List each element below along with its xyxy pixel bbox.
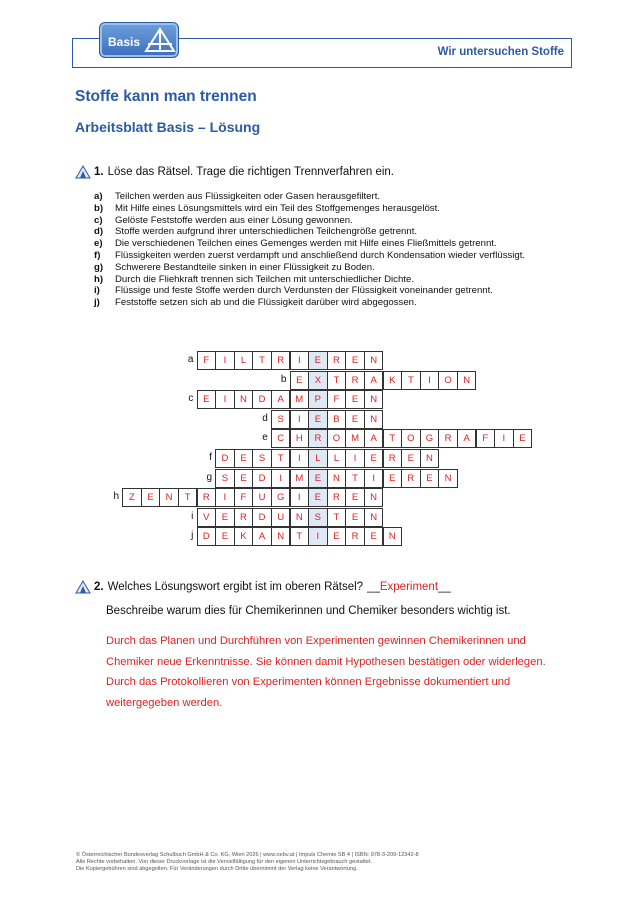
clue-text: Schwerere Bestandteile sinken in einer Flüssigkeit zu Boden. bbox=[115, 261, 375, 273]
crossword-key-cell: R bbox=[308, 429, 327, 448]
crossword-cell: R bbox=[234, 508, 253, 527]
crossword-cell: M bbox=[290, 390, 309, 409]
crossword-cell: M bbox=[290, 469, 309, 488]
crossword-cell: G bbox=[420, 429, 439, 448]
crossword-cell: U bbox=[271, 508, 290, 527]
crossword-row bbox=[272, 429, 532, 448]
crossword-cell: R bbox=[401, 469, 420, 488]
crossword-cell: D bbox=[252, 508, 271, 527]
crossword-cell: A bbox=[252, 527, 271, 546]
clue-letter: h) bbox=[94, 273, 104, 285]
crossword-cell: E bbox=[345, 508, 364, 527]
crossword-cell: V bbox=[197, 508, 216, 527]
clue-text: Stoffe werden aufgrund ihrer unterschiedlichen Teilchengröße getrennt. bbox=[115, 226, 418, 238]
clue-text: Feststoffe setzen sich ab und die Flüssigkeit darüber wird abgegossen. bbox=[115, 297, 417, 309]
clue-item bbox=[94, 297, 554, 309]
crossword-cell: E bbox=[401, 449, 420, 468]
crossword-cell: R bbox=[197, 488, 216, 507]
crossword-cell: E bbox=[345, 410, 364, 429]
clue-text: Die verschiedenen Teilchen eines Gemenges werden mit Hilfe eines Fließmittels getrennt. bbox=[115, 238, 497, 250]
crossword-key-cell: E bbox=[308, 351, 327, 370]
footer-fees: Die Kopiergebühren sind abgegolten. Für Veränderungen durch Dritte übernimmt der Verlag keine Verantwortung. bbox=[76, 866, 358, 872]
clue-text: Mit Hilfe eines Lösungsmittels wird ein Teil des Stoffgemenges herausgelöst. bbox=[115, 202, 440, 214]
crossword-row-label: j bbox=[191, 530, 194, 542]
crossword-cell: N bbox=[234, 390, 253, 409]
crossword-cell: E bbox=[215, 508, 234, 527]
task-1-number: 1. bbox=[94, 166, 104, 178]
crossword-cell: T bbox=[327, 508, 346, 527]
crossword-cell: E bbox=[364, 449, 383, 468]
crossword-cell: M bbox=[345, 429, 364, 448]
crossword-cell: E bbox=[141, 488, 160, 507]
crossword-cell: D bbox=[252, 469, 271, 488]
crossword-cell: R bbox=[271, 351, 290, 370]
crossword-key-cell: E bbox=[308, 488, 327, 507]
crossword-cell: F bbox=[234, 488, 253, 507]
crossword-row-label: h bbox=[113, 491, 119, 503]
clue-item bbox=[94, 226, 554, 238]
crossword-cell: T bbox=[290, 527, 309, 546]
crossword-cell: E bbox=[234, 469, 253, 488]
crossword-cell: N bbox=[420, 449, 439, 468]
crossword-row bbox=[197, 527, 402, 546]
crossword-row bbox=[197, 508, 383, 527]
clue-text: Teilchen werden aus Flüssigkeiten oder Gasen herausgefiltert. bbox=[115, 191, 381, 202]
crossword-cell: I bbox=[215, 390, 234, 409]
clue-item bbox=[94, 191, 554, 203]
crossword-key-cell: L bbox=[308, 449, 327, 468]
crossword-row bbox=[197, 351, 383, 370]
clue-list bbox=[94, 191, 554, 309]
crossword-row-label: f bbox=[209, 452, 212, 463]
crossword-cell: E bbox=[345, 351, 364, 370]
crossword-cell: I bbox=[290, 410, 309, 429]
crossword-key-cell: P bbox=[308, 390, 327, 409]
crossword-cell: N bbox=[364, 351, 383, 370]
clue-item bbox=[94, 238, 554, 250]
publisher-logo bbox=[99, 22, 179, 58]
crossword-cell: E bbox=[345, 488, 364, 507]
crossword-cell: C bbox=[271, 429, 290, 448]
crossword-row-label: i bbox=[191, 510, 194, 522]
crossword-cell: R bbox=[327, 488, 346, 507]
crossword-cell: T bbox=[345, 469, 364, 488]
footer-rights: Alle Rechte vorbehalten. Von dieser Druckvorlage ist die Vervielfältigung für den eigenen Unterrichtsgebrauch gestattet. bbox=[76, 859, 373, 865]
difficulty-triangle-icon bbox=[75, 580, 91, 594]
footer bbox=[76, 852, 419, 873]
crossword-cell: R bbox=[327, 351, 346, 370]
crossword-cell: A bbox=[271, 390, 290, 409]
task-2-number: 2. bbox=[94, 581, 104, 593]
crossword-cell: F bbox=[197, 351, 216, 370]
solution-word: Experiment bbox=[379, 581, 439, 593]
crossword-cell: N bbox=[364, 488, 383, 507]
crossword-cell: I bbox=[420, 371, 439, 390]
clue-text: Flüssige und feste Stoffe werden durch Verdunsten der Flüssigkeit voneinander getrennt. bbox=[115, 285, 493, 297]
header-title: Wir untersuchen Stoffe bbox=[437, 46, 564, 58]
crossword-key-cell: E bbox=[308, 469, 327, 488]
crossword-cell: E bbox=[290, 371, 309, 390]
clue-letter: g) bbox=[94, 261, 104, 273]
crossword-cell: N bbox=[438, 469, 457, 488]
crossword-cell: R bbox=[345, 371, 364, 390]
crossword-row bbox=[216, 449, 439, 468]
crossword-cell: O bbox=[401, 429, 420, 448]
crossword-cell: O bbox=[438, 371, 457, 390]
crossword-row-label: g bbox=[206, 471, 212, 483]
crossword-row bbox=[290, 371, 476, 390]
crossword-cell: A bbox=[457, 429, 476, 448]
page-subtitle: Arbeitsblatt Basis – Lösung bbox=[75, 119, 261, 135]
crossword-cell: Z bbox=[122, 488, 141, 507]
crossword-cell: N bbox=[327, 469, 346, 488]
crossword-cell: F bbox=[327, 390, 346, 409]
task-1-heading bbox=[75, 165, 394, 179]
crossword-cell: T bbox=[327, 371, 346, 390]
crossword-cell: K bbox=[234, 527, 253, 546]
crossword-cell: D bbox=[197, 527, 216, 546]
crossword-cell: T bbox=[178, 488, 197, 507]
crossword-cell: R bbox=[383, 449, 402, 468]
clue-letter: j) bbox=[94, 297, 100, 309]
crossword-cell: N bbox=[159, 488, 178, 507]
crossword-cell: E bbox=[327, 527, 346, 546]
clue-text: Gelöste Feststoffe werden aus einer Lösung gewonnen. bbox=[115, 214, 353, 226]
crossword-cell: H bbox=[290, 429, 309, 448]
crossword-cell: S bbox=[215, 469, 234, 488]
answer-blank-prefix: __ bbox=[367, 581, 380, 593]
crossword-cell: N bbox=[271, 527, 290, 546]
task-1-instruction: Löse das Rätsel. Trage die richtigen Trennverfahren ein. bbox=[107, 166, 394, 178]
crossword-cell: N bbox=[383, 527, 402, 546]
clue-item bbox=[94, 203, 554, 215]
difficulty-triangle-icon bbox=[75, 165, 91, 179]
crossword-cell: A bbox=[364, 429, 383, 448]
crossword-row bbox=[216, 469, 458, 488]
crossword-cell: I bbox=[494, 429, 513, 448]
task-2-answer-text: Durch das Planen und Durchführen von Experimenten gewinnen Chemikerinnen und Chemiker neue Erkenntnisse. Sie können damit Hypothesen bestätigen oder widerlegen. Durch das Protokollieren von Experimenten können Ergebnisse dokumentiert und weitergegeben werden. bbox=[106, 635, 546, 709]
clue-text: Flüssigkeiten werden zuerst verdampft und anschließend durch Kondensation wieder verflüssigt. bbox=[115, 249, 526, 261]
crossword-cell: E bbox=[345, 390, 364, 409]
clue-letter: d) bbox=[94, 226, 104, 238]
crossword-cell: E bbox=[197, 390, 216, 409]
crossword-cell: N bbox=[364, 390, 383, 409]
triangle-logo-icon bbox=[144, 27, 176, 53]
crossword-row-label: c bbox=[188, 393, 194, 405]
crossword-cell: E bbox=[383, 469, 402, 488]
logo-text: Basis bbox=[108, 35, 141, 49]
clue-letter: a) bbox=[94, 191, 103, 202]
crossword-cell: D bbox=[252, 390, 271, 409]
task-2-question: Welches Lösungswort ergibt ist im oberen Rätsel? bbox=[107, 581, 364, 593]
clue-text: Durch die Fliehkraft trennen sich Teilchen mit unterschiedlicher Dichte. bbox=[115, 273, 414, 285]
crossword-cell: L bbox=[327, 449, 346, 468]
page-title: Stoffe kann man trennen bbox=[75, 88, 257, 105]
crossword-row bbox=[123, 488, 383, 507]
crossword-key-cell: E bbox=[308, 410, 327, 429]
crossword-cell: I bbox=[290, 488, 309, 507]
answer-blank-suffix: __ bbox=[438, 581, 451, 593]
crossword-row-label: e bbox=[262, 432, 268, 444]
crossword-cell: U bbox=[252, 488, 271, 507]
crossword-cell: E bbox=[215, 527, 234, 546]
task-2-heading bbox=[75, 580, 451, 594]
crossword-cell: I bbox=[215, 488, 234, 507]
crossword-cell: N bbox=[290, 508, 309, 527]
crossword-cell: T bbox=[271, 449, 290, 468]
crossword-cell: N bbox=[364, 410, 383, 429]
crossword-cell: I bbox=[345, 449, 364, 468]
crossword-key-cell: X bbox=[308, 371, 327, 390]
crossword-cell: R bbox=[438, 429, 457, 448]
crossword-cell: S bbox=[271, 410, 290, 429]
crossword-cell: S bbox=[252, 449, 271, 468]
crossword-cell: T bbox=[383, 429, 402, 448]
clue-item bbox=[94, 250, 554, 262]
clue-letter: i) bbox=[94, 285, 100, 297]
crossword-cell: I bbox=[215, 351, 234, 370]
crossword-cell: N bbox=[364, 508, 383, 527]
task-2-instruction: Beschreibe warum dies für Chemikerinnen und Chemiker besonders wichtig ist. bbox=[106, 605, 511, 617]
crossword-cell: O bbox=[327, 429, 346, 448]
clue-item bbox=[94, 262, 554, 274]
crossword-cell: E bbox=[420, 469, 439, 488]
crossword-row-label: a bbox=[187, 354, 194, 365]
crossword-cell: L bbox=[234, 351, 253, 370]
clue-letter: e) bbox=[94, 238, 103, 250]
clue-letter: f) bbox=[94, 249, 101, 261]
crossword-cell: E bbox=[513, 429, 532, 448]
crossword-cell: A bbox=[364, 371, 383, 390]
crossword-row-label: d bbox=[262, 412, 268, 424]
crossword-cell: E bbox=[234, 449, 253, 468]
crossword-row bbox=[272, 410, 384, 429]
crossword-cell: E bbox=[364, 527, 383, 546]
crossword-cell: I bbox=[271, 469, 290, 488]
crossword-cell: D bbox=[215, 449, 234, 468]
clue-letter: c) bbox=[94, 214, 103, 226]
crossword-cell: G bbox=[271, 488, 290, 507]
clue-item bbox=[94, 285, 554, 297]
footer-copyright: © Österreichischer Bundesverlag Schulbuch GmbH & Co. KG, Wien 2026 | www.oebv.at | Impuls Chemie SB 4 | ISBN: 978-3-209-12342-8 bbox=[76, 852, 419, 858]
crossword-key-cell: S bbox=[308, 508, 327, 527]
crossword-cell: B bbox=[327, 410, 346, 429]
crossword-cell: I bbox=[290, 449, 309, 468]
crossword-cell: I bbox=[364, 469, 383, 488]
clue-item bbox=[94, 215, 554, 227]
clue-item bbox=[94, 274, 554, 286]
crossword-row-label: b bbox=[280, 373, 287, 385]
crossword-cell: I bbox=[290, 351, 309, 370]
crossword-cell: N bbox=[457, 371, 476, 390]
crossword-cell: F bbox=[476, 429, 495, 448]
crossword-cell: K bbox=[383, 371, 402, 390]
crossword-row bbox=[197, 390, 383, 409]
crossword-cell: T bbox=[252, 351, 271, 370]
clue-letter: b) bbox=[94, 202, 104, 214]
crossword-key-cell: I bbox=[308, 527, 327, 546]
crossword-cell: R bbox=[345, 527, 364, 546]
crossword-cell: T bbox=[401, 371, 420, 390]
